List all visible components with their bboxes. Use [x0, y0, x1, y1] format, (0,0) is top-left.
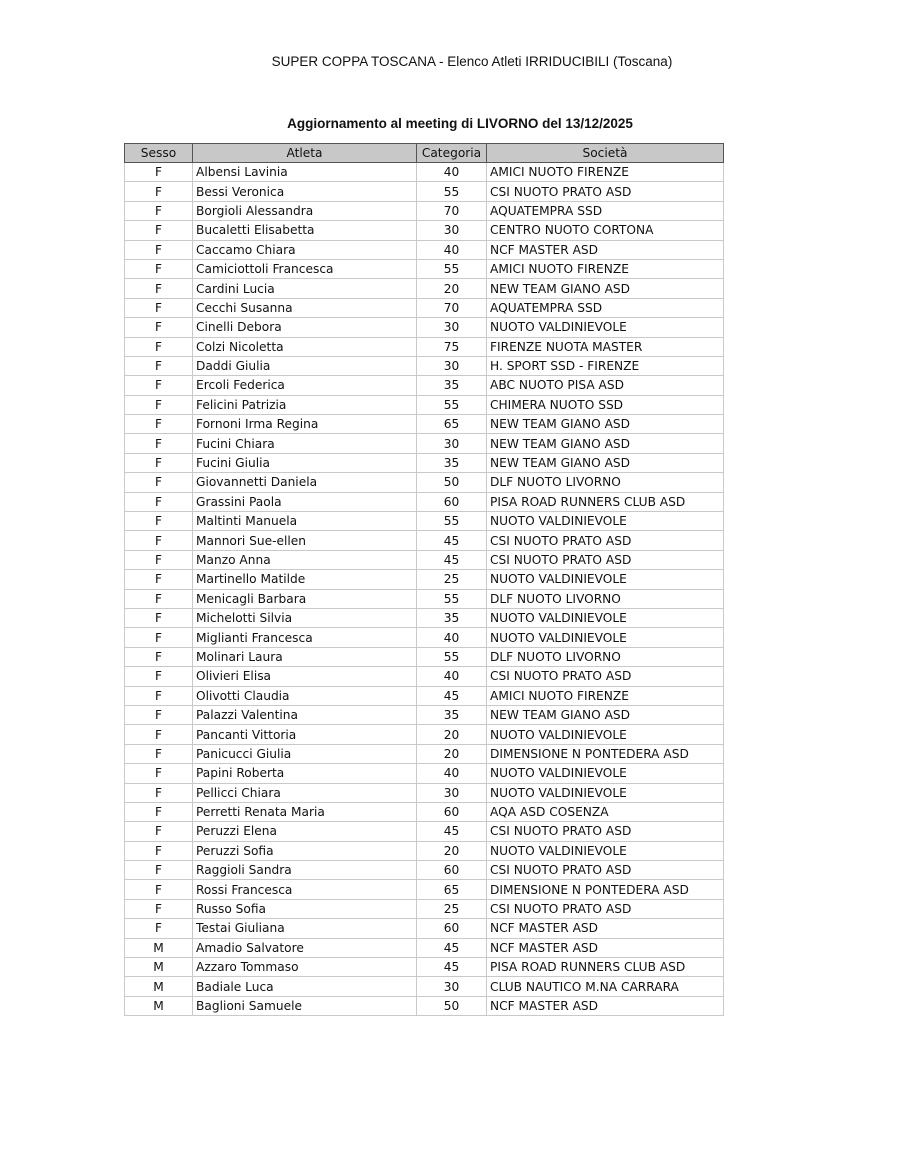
cell-categoria: 45: [417, 531, 487, 550]
cell-atleta: Olivotti Claudia: [193, 686, 417, 705]
cell-sesso: M: [125, 958, 193, 977]
cell-atleta: Fucini Chiara: [193, 434, 417, 453]
cell-atleta: Rossi Francesca: [193, 880, 417, 899]
header-atleta: Atleta: [193, 144, 417, 163]
cell-atleta: Bessi Veronica: [193, 182, 417, 201]
cell-sesso: F: [125, 919, 193, 938]
cell-categoria: 65: [417, 880, 487, 899]
table-row: [125, 977, 724, 996]
cell-sesso: F: [125, 531, 193, 550]
cell-atleta: Felicini Patrizia: [193, 395, 417, 414]
cell-categoria: 60: [417, 492, 487, 511]
cell-atleta: Peruzzi Sofia: [193, 841, 417, 860]
cell-categoria: 40: [417, 628, 487, 647]
table-row: [125, 841, 724, 860]
cell-categoria: 60: [417, 861, 487, 880]
cell-sesso: F: [125, 434, 193, 453]
table-row: [125, 415, 724, 434]
table-row: [125, 938, 724, 957]
cell-societa: AQUATEMPRA SSD: [487, 201, 724, 220]
table-row: [125, 608, 724, 627]
table-row: [125, 705, 724, 724]
cell-sesso: F: [125, 880, 193, 899]
cell-sesso: F: [125, 318, 193, 337]
cell-categoria: 30: [417, 221, 487, 240]
cell-atleta: Martinello Matilde: [193, 570, 417, 589]
cell-categoria: 60: [417, 802, 487, 821]
cell-sesso: F: [125, 628, 193, 647]
table-row: [125, 628, 724, 647]
cell-sesso: F: [125, 415, 193, 434]
cell-categoria: 45: [417, 938, 487, 957]
cell-sesso: F: [125, 667, 193, 686]
cell-sesso: F: [125, 725, 193, 744]
document-subtitle: Aggiornamento al meeting di LIVORNO del 13/12/2025: [287, 116, 633, 131]
cell-sesso: M: [125, 996, 193, 1015]
cell-sesso: F: [125, 861, 193, 880]
cell-societa: NUOTO VALDINIEVOLE: [487, 628, 724, 647]
table-row: [125, 492, 724, 511]
cell-societa: CLUB NAUTICO M.NA CARRARA: [487, 977, 724, 996]
table-row: [125, 725, 724, 744]
cell-categoria: 35: [417, 705, 487, 724]
header-sesso: Sesso: [125, 144, 193, 163]
cell-sesso: F: [125, 201, 193, 220]
cell-sesso: F: [125, 550, 193, 569]
cell-sesso: M: [125, 977, 193, 996]
table-body: [125, 163, 724, 1016]
cell-societa: CSI NUOTO PRATO ASD: [487, 861, 724, 880]
cell-sesso: F: [125, 822, 193, 841]
cell-categoria: 45: [417, 958, 487, 977]
cell-societa: NUOTO VALDINIEVOLE: [487, 764, 724, 783]
cell-categoria: 20: [417, 744, 487, 763]
table-row: [125, 589, 724, 608]
table-row: [125, 861, 724, 880]
cell-categoria: 20: [417, 725, 487, 744]
table-row: [125, 240, 724, 259]
cell-societa: NUOTO VALDINIEVOLE: [487, 783, 724, 802]
cell-societa: DIMENSIONE N PONTEDERA ASD: [487, 744, 724, 763]
table-row: [125, 182, 724, 201]
table-row: [125, 531, 724, 550]
table-row: [125, 783, 724, 802]
cell-categoria: 55: [417, 182, 487, 201]
cell-atleta: Cardini Lucia: [193, 279, 417, 298]
cell-atleta: Mannori Sue-ellen: [193, 531, 417, 550]
table-row: [125, 376, 724, 395]
cell-societa: NUOTO VALDINIEVOLE: [487, 570, 724, 589]
table-row: [125, 764, 724, 783]
cell-sesso: F: [125, 512, 193, 531]
cell-sesso: F: [125, 240, 193, 259]
cell-atleta: Papini Roberta: [193, 764, 417, 783]
cell-societa: NEW TEAM GIANO ASD: [487, 279, 724, 298]
table-row: [125, 744, 724, 763]
table-row: [125, 356, 724, 375]
table-row: [125, 880, 724, 899]
cell-atleta: Manzo Anna: [193, 550, 417, 569]
cell-societa: NUOTO VALDINIEVOLE: [487, 512, 724, 531]
cell-sesso: F: [125, 608, 193, 627]
cell-sesso: F: [125, 298, 193, 317]
cell-societa: NCF MASTER ASD: [487, 996, 724, 1015]
cell-societa: NCF MASTER ASD: [487, 919, 724, 938]
cell-atleta: Perretti Renata Maria: [193, 802, 417, 821]
table-row: [125, 221, 724, 240]
cell-categoria: 30: [417, 356, 487, 375]
cell-categoria: 35: [417, 453, 487, 472]
table-row: [125, 298, 724, 317]
cell-societa: AQUATEMPRA SSD: [487, 298, 724, 317]
cell-categoria: 55: [417, 512, 487, 531]
cell-sesso: F: [125, 279, 193, 298]
cell-categoria: 40: [417, 240, 487, 259]
cell-atleta: Bucaletti Elisabetta: [193, 221, 417, 240]
cell-atleta: Menicagli Barbara: [193, 589, 417, 608]
table-row: [125, 667, 724, 686]
cell-categoria: 70: [417, 298, 487, 317]
cell-sesso: F: [125, 899, 193, 918]
cell-categoria: 50: [417, 996, 487, 1015]
cell-atleta: Peruzzi Elena: [193, 822, 417, 841]
cell-atleta: Badiale Luca: [193, 977, 417, 996]
cell-atleta: Grassini Paola: [193, 492, 417, 511]
cell-atleta: Daddi Giulia: [193, 356, 417, 375]
cell-societa: NUOTO VALDINIEVOLE: [487, 725, 724, 744]
cell-atleta: Fucini Giulia: [193, 453, 417, 472]
cell-sesso: F: [125, 764, 193, 783]
table-row: [125, 473, 724, 492]
cell-categoria: 55: [417, 647, 487, 666]
table-row: [125, 919, 724, 938]
cell-sesso: F: [125, 589, 193, 608]
cell-atleta: Molinari Laura: [193, 647, 417, 666]
athletes-table: [124, 143, 724, 1016]
cell-atleta: Maltinti Manuela: [193, 512, 417, 531]
cell-categoria: 30: [417, 434, 487, 453]
cell-atleta: Camiciottoli Francesca: [193, 259, 417, 278]
cell-societa: AMICI NUOTO FIRENZE: [487, 163, 724, 182]
cell-societa: NCF MASTER ASD: [487, 240, 724, 259]
cell-categoria: 35: [417, 376, 487, 395]
cell-atleta: Amadio Salvatore: [193, 938, 417, 957]
cell-atleta: Raggioli Sandra: [193, 861, 417, 880]
cell-societa: CSI NUOTO PRATO ASD: [487, 822, 724, 841]
cell-sesso: F: [125, 376, 193, 395]
cell-sesso: F: [125, 686, 193, 705]
cell-categoria: 40: [417, 764, 487, 783]
table-row: [125, 163, 724, 182]
cell-societa: NUOTO VALDINIEVOLE: [487, 318, 724, 337]
cell-sesso: F: [125, 705, 193, 724]
cell-categoria: 55: [417, 589, 487, 608]
cell-atleta: Michelotti Silvia: [193, 608, 417, 627]
cell-sesso: F: [125, 492, 193, 511]
table-row: [125, 279, 724, 298]
cell-societa: CSI NUOTO PRATO ASD: [487, 550, 724, 569]
cell-categoria: 65: [417, 415, 487, 434]
cell-societa: DIMENSIONE N PONTEDERA ASD: [487, 880, 724, 899]
cell-societa: H. SPORT SSD - FIRENZE: [487, 356, 724, 375]
cell-atleta: Baglioni Samuele: [193, 996, 417, 1015]
cell-societa: NEW TEAM GIANO ASD: [487, 453, 724, 472]
cell-categoria: 60: [417, 919, 487, 938]
cell-atleta: Azzaro Tommaso: [193, 958, 417, 977]
cell-categoria: 75: [417, 337, 487, 356]
cell-atleta: Palazzi Valentina: [193, 705, 417, 724]
cell-categoria: 20: [417, 841, 487, 860]
cell-atleta: Panicucci Giulia: [193, 744, 417, 763]
cell-sesso: F: [125, 453, 193, 472]
header-categoria: Categoria: [417, 144, 487, 163]
cell-categoria: 30: [417, 318, 487, 337]
cell-atleta: Miglianti Francesca: [193, 628, 417, 647]
cell-categoria: 20: [417, 279, 487, 298]
cell-atleta: Fornoni Irma Regina: [193, 415, 417, 434]
cell-categoria: 40: [417, 667, 487, 686]
cell-sesso: F: [125, 356, 193, 375]
cell-sesso: F: [125, 570, 193, 589]
cell-societa: DLF NUOTO LIVORNO: [487, 647, 724, 666]
cell-sesso: F: [125, 163, 193, 182]
table-row: [125, 570, 724, 589]
cell-atleta: Borgioli Alessandra: [193, 201, 417, 220]
cell-sesso: F: [125, 182, 193, 201]
cell-categoria: 30: [417, 783, 487, 802]
cell-atleta: Albensi Lavinia: [193, 163, 417, 182]
cell-sesso: F: [125, 647, 193, 666]
cell-societa: PISA ROAD RUNNERS CLUB ASD: [487, 958, 724, 977]
cell-atleta: Ercoli Federica: [193, 376, 417, 395]
table-row: [125, 259, 724, 278]
cell-atleta: Pancanti Vittoria: [193, 725, 417, 744]
cell-sesso: F: [125, 473, 193, 492]
table-row: [125, 318, 724, 337]
document-title: SUPER COPPA TOSCANA - Elenco Atleti IRRIDUCIBILI (Toscana): [271, 54, 673, 69]
cell-societa: DLF NUOTO LIVORNO: [487, 473, 724, 492]
cell-sesso: F: [125, 841, 193, 860]
cell-atleta: Pellicci Chiara: [193, 783, 417, 802]
cell-societa: NUOTO VALDINIEVOLE: [487, 841, 724, 860]
cell-sesso: M: [125, 938, 193, 957]
cell-sesso: F: [125, 337, 193, 356]
cell-categoria: 45: [417, 822, 487, 841]
cell-sesso: F: [125, 259, 193, 278]
header-societa: Società: [487, 144, 724, 163]
table-row: [125, 822, 724, 841]
cell-societa: NUOTO VALDINIEVOLE: [487, 608, 724, 627]
cell-atleta: Olivieri Elisa: [193, 667, 417, 686]
cell-atleta: Cinelli Debora: [193, 318, 417, 337]
table-row: [125, 958, 724, 977]
cell-societa: NCF MASTER ASD: [487, 938, 724, 957]
cell-atleta: Colzi Nicoletta: [193, 337, 417, 356]
cell-categoria: 45: [417, 686, 487, 705]
table-row: [125, 201, 724, 220]
cell-societa: CENTRO NUOTO CORTONA: [487, 221, 724, 240]
cell-sesso: F: [125, 395, 193, 414]
cell-categoria: 40: [417, 163, 487, 182]
cell-categoria: 70: [417, 201, 487, 220]
cell-societa: AMICI NUOTO FIRENZE: [487, 686, 724, 705]
cell-categoria: 25: [417, 570, 487, 589]
cell-atleta: Testai Giuliana: [193, 919, 417, 938]
cell-societa: NEW TEAM GIANO ASD: [487, 434, 724, 453]
cell-societa: CHIMERA NUOTO SSD: [487, 395, 724, 414]
cell-societa: DLF NUOTO LIVORNO: [487, 589, 724, 608]
cell-categoria: 55: [417, 395, 487, 414]
table-row: [125, 512, 724, 531]
table-row: [125, 802, 724, 821]
table-header-row: [125, 144, 724, 163]
cell-societa: AQA ASD COSENZA: [487, 802, 724, 821]
cell-societa: PISA ROAD RUNNERS CLUB ASD: [487, 492, 724, 511]
cell-atleta: Caccamo Chiara: [193, 240, 417, 259]
cell-societa: NEW TEAM GIANO ASD: [487, 705, 724, 724]
table-row: [125, 686, 724, 705]
cell-societa: FIRENZE NUOTA MASTER: [487, 337, 724, 356]
cell-atleta: Russo Sofia: [193, 899, 417, 918]
table-row: [125, 647, 724, 666]
cell-societa: CSI NUOTO PRATO ASD: [487, 899, 724, 918]
cell-societa: CSI NUOTO PRATO ASD: [487, 531, 724, 550]
table-row: [125, 395, 724, 414]
table-row: [125, 550, 724, 569]
cell-sesso: F: [125, 802, 193, 821]
cell-atleta: Giovannetti Daniela: [193, 473, 417, 492]
cell-categoria: 30: [417, 977, 487, 996]
table-row: [125, 996, 724, 1015]
cell-categoria: 50: [417, 473, 487, 492]
table-row: [125, 434, 724, 453]
table-row: [125, 453, 724, 472]
table-row: [125, 899, 724, 918]
cell-sesso: F: [125, 783, 193, 802]
cell-sesso: F: [125, 221, 193, 240]
cell-categoria: 35: [417, 608, 487, 627]
cell-sesso: F: [125, 744, 193, 763]
cell-societa: NEW TEAM GIANO ASD: [487, 415, 724, 434]
cell-categoria: 45: [417, 550, 487, 569]
cell-societa: CSI NUOTO PRATO ASD: [487, 667, 724, 686]
cell-categoria: 55: [417, 259, 487, 278]
cell-atleta: Cecchi Susanna: [193, 298, 417, 317]
cell-societa: CSI NUOTO PRATO ASD: [487, 182, 724, 201]
cell-societa: AMICI NUOTO FIRENZE: [487, 259, 724, 278]
cell-societa: ABC NUOTO PISA ASD: [487, 376, 724, 395]
cell-categoria: 25: [417, 899, 487, 918]
table-row: [125, 337, 724, 356]
